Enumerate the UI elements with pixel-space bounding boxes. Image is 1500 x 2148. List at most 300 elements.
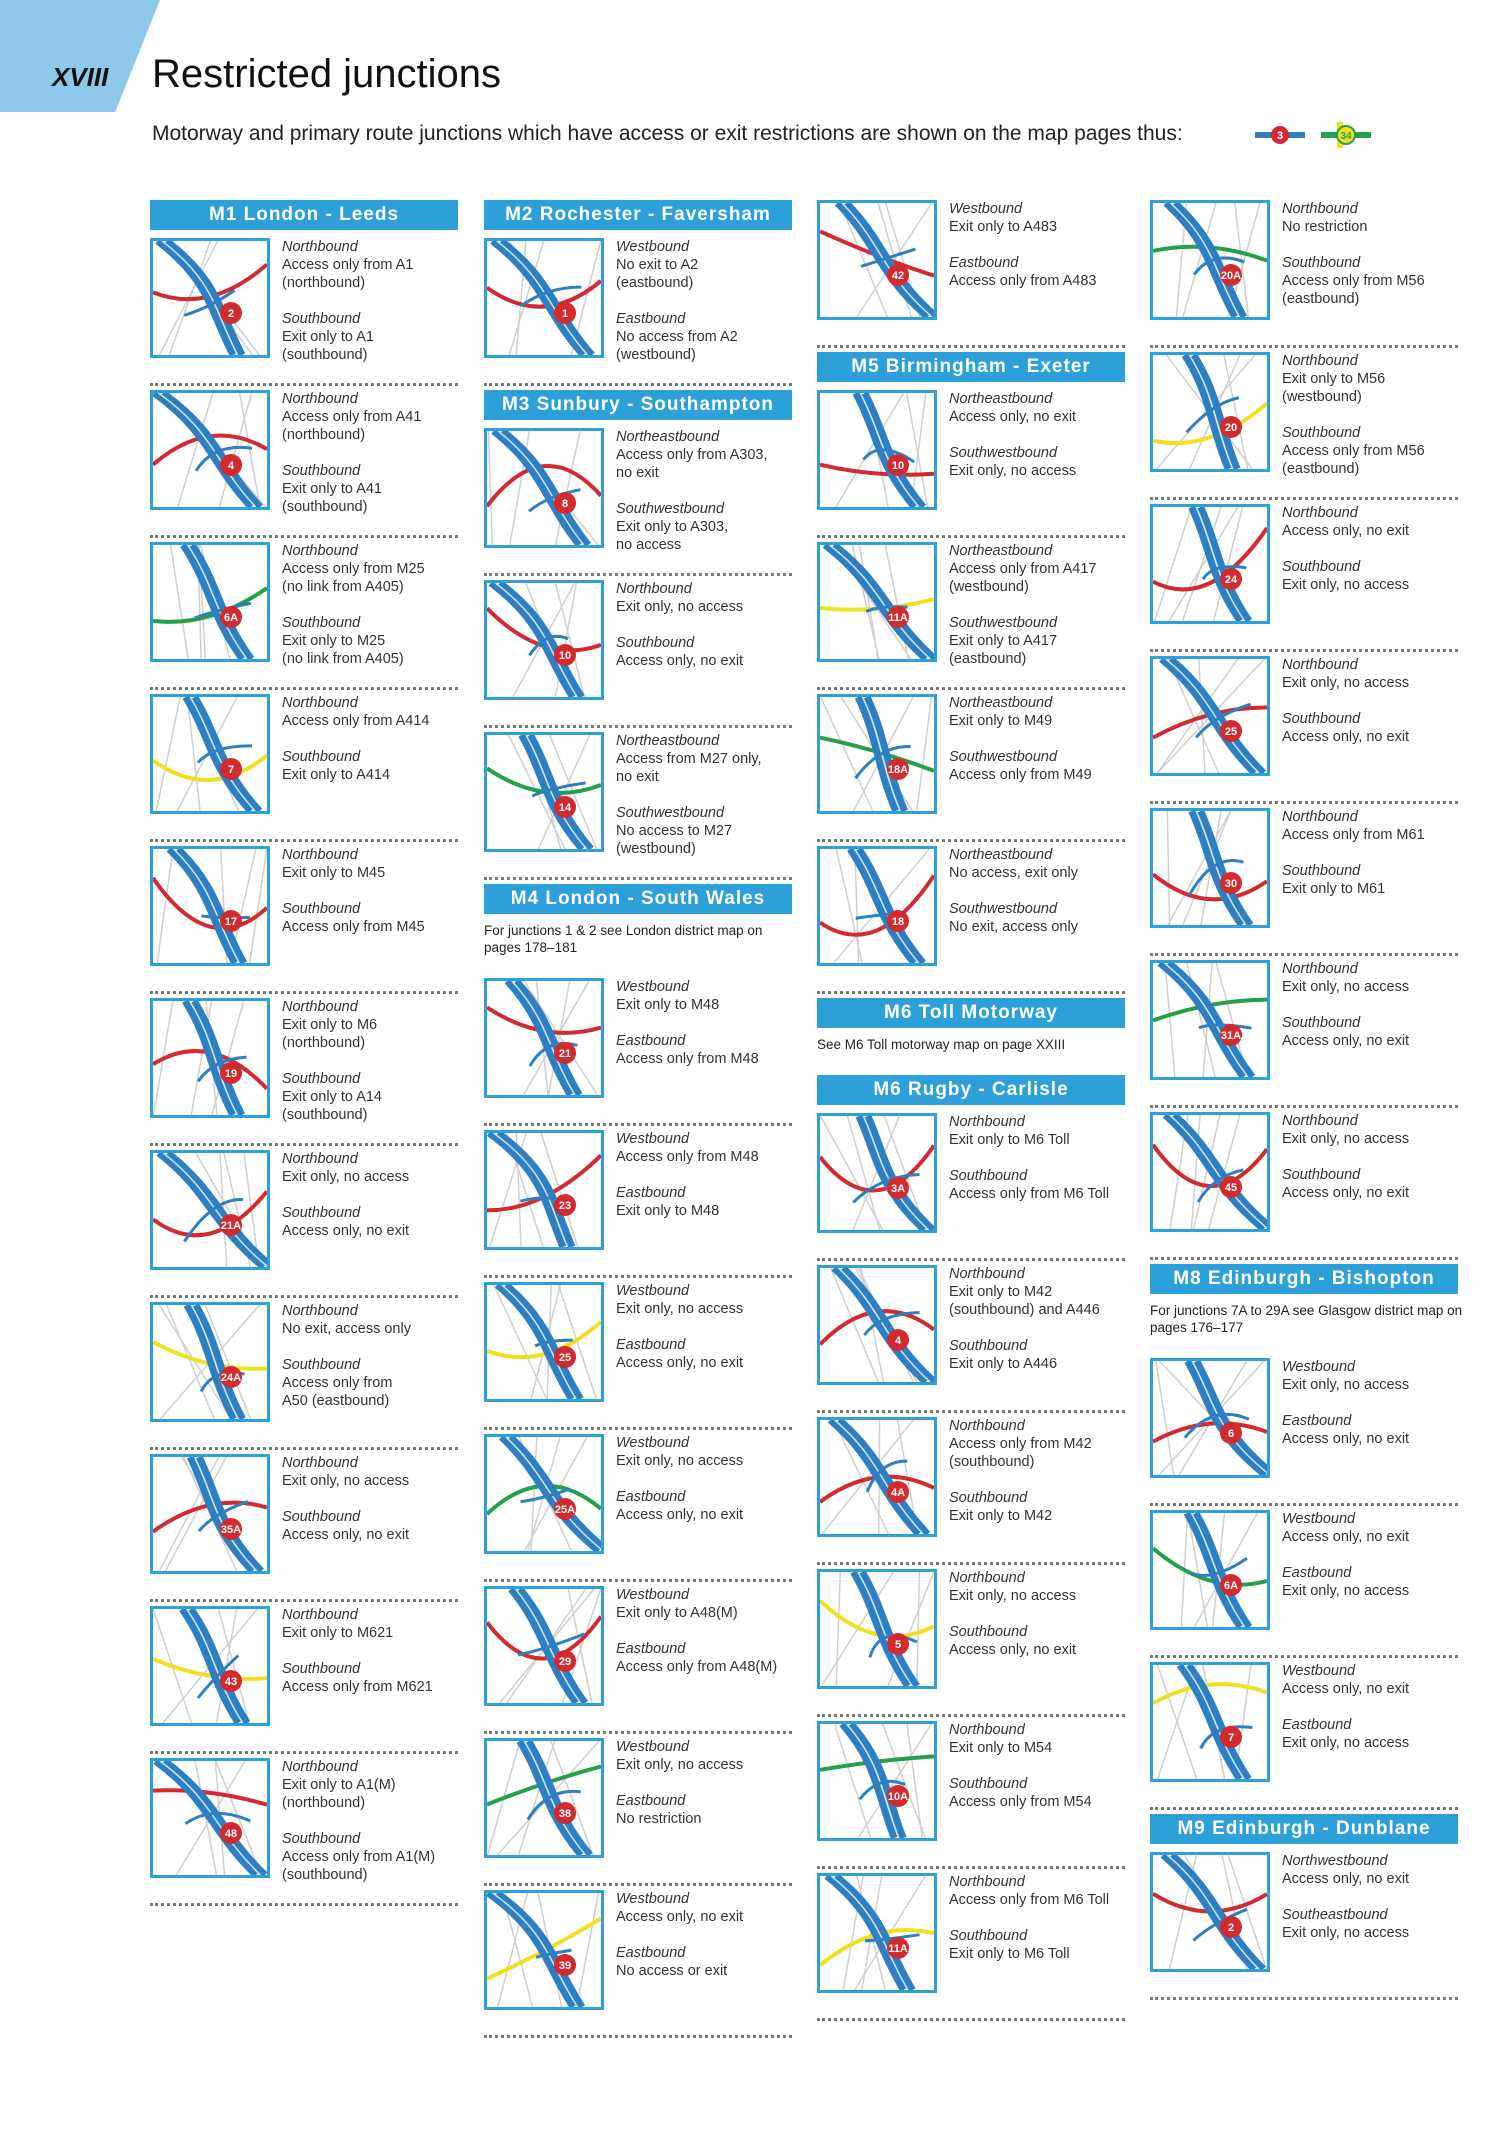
key-icon-1-label: 3 <box>1276 130 1284 142</box>
junction-number: 30 <box>1224 878 1238 890</box>
junction-map <box>150 1758 270 1878</box>
junction-number: 24A <box>220 1372 242 1384</box>
direction-name: Northbound <box>282 695 358 711</box>
section-title: M9 Edinburgh - Dunblane <box>1150 1814 1458 1844</box>
direction-name: Eastbound <box>616 311 686 327</box>
junction-number: 48 <box>224 1828 238 1840</box>
direction-name: Eastbound <box>1282 1717 1352 1733</box>
restriction-text: Access only from M61 <box>1282 827 1425 843</box>
junction-number: 10A <box>887 1791 909 1803</box>
direction-name: Westbound <box>616 1739 690 1755</box>
junction-entry <box>817 542 1125 694</box>
junction-map <box>817 1113 937 1233</box>
restriction-text: Exit only to A41 (southbound) <box>282 481 382 515</box>
restriction-text: Access only, no exit <box>1282 1529 1410 1545</box>
restriction-text: Exit only to M45 <box>282 865 386 881</box>
dotted-divider <box>484 573 792 576</box>
section <box>817 200 1125 352</box>
junction-map <box>484 732 604 852</box>
junction-entry <box>817 200 1125 352</box>
direction-name: Southbound <box>1282 1015 1361 1031</box>
junction-entry <box>1150 504 1458 656</box>
junction-map <box>1150 1852 1270 1972</box>
restriction-text: Exit only to M6 Toll <box>949 1946 1070 1962</box>
dotted-divider <box>817 345 1125 348</box>
junction-number: 25 <box>558 1352 572 1364</box>
dotted-divider <box>817 1866 1125 1869</box>
restriction-text: Access only from M48 <box>616 1051 759 1067</box>
restriction-text: Access only from M6 Toll <box>949 1892 1110 1908</box>
section <box>1150 200 1458 1264</box>
junction-map <box>1150 1662 1270 1782</box>
dotted-divider <box>1150 649 1458 652</box>
junction-restrictions <box>1282 808 1458 916</box>
junction-entry <box>1150 656 1458 808</box>
dotted-divider <box>817 1714 1125 1717</box>
junction-number: 45 <box>1224 1182 1238 1194</box>
restriction-text: Exit only to A48(M) <box>616 1605 738 1621</box>
direction-name: Southbound <box>1282 425 1361 441</box>
restriction-text: Exit only to M6 (northbound) <box>282 1017 378 1051</box>
junction-entry <box>150 1454 458 1606</box>
section <box>817 352 1125 998</box>
restriction-text: Exit only, no access <box>282 1169 410 1185</box>
junction-number: 24 <box>1224 574 1238 586</box>
direction-name: Northbound <box>282 1759 358 1775</box>
junction-entry <box>150 1150 458 1302</box>
direction-name: Southbound <box>282 1357 361 1373</box>
restriction-text: Exit only to M621 <box>282 1625 394 1641</box>
dotted-divider <box>484 1731 792 1734</box>
restriction-text: Exit only to M42 <box>949 1508 1053 1524</box>
junction-map <box>484 1586 604 1706</box>
direction-name: Westbound <box>616 1587 690 1603</box>
direction-name: Westbound <box>616 239 690 255</box>
junction-restrictions <box>282 1606 458 1714</box>
junction-map <box>1150 200 1270 320</box>
junction-number: 23 <box>558 1200 572 1212</box>
dotted-divider <box>484 1427 792 1430</box>
junction-map <box>484 1434 604 1554</box>
dotted-divider <box>484 1883 792 1886</box>
direction-name: Southbound <box>949 1338 1028 1354</box>
junction-number: 5 <box>894 1639 902 1651</box>
junction-map <box>817 390 937 510</box>
dotted-divider <box>484 877 792 880</box>
junction-number: 10 <box>558 650 572 662</box>
dotted-divider <box>484 1275 792 1278</box>
junction-entry <box>150 542 458 694</box>
junction-entry <box>817 1113 1125 1265</box>
restriction-text: Exit only, no access <box>1282 1925 1410 1941</box>
restriction-text: Access only from M42 (southbound) <box>949 1436 1092 1470</box>
direction-name: Westbound <box>616 979 690 995</box>
junction-entry <box>817 694 1125 846</box>
direction-name: Southbound <box>949 1928 1028 1944</box>
junction-restrictions <box>282 390 458 534</box>
direction-name: Southbound <box>282 1509 361 1525</box>
junction-map <box>150 1302 270 1422</box>
junction-restrictions <box>949 200 1125 308</box>
restriction-text: Exit only, no access <box>616 1301 744 1317</box>
dotted-divider <box>1150 1807 1458 1810</box>
junction-map <box>817 1569 937 1689</box>
restriction-text: Access only, no exit <box>1282 523 1410 539</box>
junction-map <box>817 1873 937 1993</box>
direction-name: Southbound <box>282 1831 361 1847</box>
restriction-text: No access from A2 (westbound) <box>616 329 738 363</box>
restriction-text: Exit only to A414 <box>282 767 391 783</box>
junction-number: 38 <box>558 1808 572 1820</box>
direction-name: Eastbound <box>616 1793 686 1809</box>
junction-restrictions <box>616 1130 792 1238</box>
dotted-divider <box>150 1295 458 1298</box>
restriction-text: No access, exit only <box>949 865 1078 881</box>
direction-name: Eastbound <box>616 1641 686 1657</box>
junction-entry <box>1150 960 1458 1112</box>
restriction-text: No restriction <box>1282 219 1368 235</box>
direction-name: Westbound <box>1282 1359 1356 1375</box>
restriction-text: Exit only, no access <box>1282 577 1410 593</box>
junction-restrictions <box>616 428 792 572</box>
junction-entry <box>150 390 458 542</box>
direction-name: Eastbound <box>1282 1565 1352 1581</box>
section <box>817 1075 1125 2025</box>
restriction-text: Access only from A303, no exit <box>616 447 768 481</box>
direction-name: Northbound <box>1282 657 1358 673</box>
restriction-text: Access only from M54 <box>949 1794 1092 1810</box>
restriction-text: Exit only, no access <box>616 599 744 615</box>
restriction-text: Access only, no exit <box>949 409 1077 425</box>
junction-number: 10 <box>891 460 905 472</box>
junction-restrictions <box>949 1569 1125 1677</box>
page-title: Restricted junctions <box>152 52 502 96</box>
direction-name: Northbound <box>949 1570 1025 1586</box>
restriction-text: Access only, no exit <box>616 1507 744 1523</box>
junction-entry <box>817 1265 1125 1417</box>
direction-name: Westbound <box>616 1131 690 1147</box>
junction-restrictions <box>282 1302 458 1428</box>
restriction-text: Exit only, no access <box>616 1757 744 1773</box>
dotted-divider <box>817 991 1125 994</box>
restriction-text: Exit only, no access <box>1282 1377 1410 1393</box>
restriction-text: Exit only to M6 Toll <box>949 1132 1070 1148</box>
junction-entry <box>1150 1112 1458 1264</box>
direction-name: Northbound <box>949 1874 1025 1890</box>
restriction-text: Exit only, no access <box>1282 1735 1410 1751</box>
dotted-divider <box>1150 1257 1458 1260</box>
junction-entry <box>150 1606 458 1758</box>
junction-number: 20A <box>1220 270 1242 282</box>
junction-map <box>150 846 270 966</box>
junction-map <box>484 238 604 358</box>
restriction-text: Access only from M49 <box>949 767 1092 783</box>
junction-number: 7 <box>227 764 235 776</box>
restriction-text: Access only from M45 <box>282 919 425 935</box>
dotted-divider <box>817 1258 1125 1261</box>
junction-entry <box>150 1302 458 1454</box>
junction-number: 42 <box>891 270 905 282</box>
junction-restrictions <box>616 238 792 382</box>
restriction-text: Exit only to A303, no access <box>616 519 729 553</box>
section <box>484 200 792 390</box>
section <box>1150 1814 1458 2004</box>
dotted-divider <box>150 1447 458 1450</box>
column-2 <box>484 200 792 2042</box>
direction-name: Southbound <box>949 1776 1028 1792</box>
restriction-text: Exit only to A1 (southbound) <box>282 329 374 363</box>
junction-restrictions <box>282 238 458 382</box>
junction-entry <box>1150 1662 1458 1814</box>
junction-number: 21A <box>220 1220 242 1232</box>
direction-name: Northbound <box>1282 1113 1358 1129</box>
restriction-text: Access only from A41 (northbound) <box>282 409 422 443</box>
restriction-text: No access or exit <box>616 1963 728 1979</box>
column-4 <box>1150 200 1463 2004</box>
section-title: M6 Toll Motorway <box>817 998 1125 1028</box>
dotted-divider <box>817 1410 1125 1413</box>
junction-map <box>150 390 270 510</box>
junction-number: 17 <box>224 916 238 928</box>
junction-restrictions <box>1282 960 1458 1068</box>
junction-map <box>817 1721 937 1841</box>
junction-restrictions <box>616 1282 792 1390</box>
junction-map <box>817 1417 937 1537</box>
direction-name: Southbound <box>282 1071 361 1087</box>
junction-number: 2 <box>227 308 235 320</box>
junction-restrictions <box>616 1738 792 1846</box>
restriction-text: Exit only, no access <box>1282 979 1410 995</box>
section <box>484 390 792 884</box>
dotted-divider <box>1150 1503 1458 1506</box>
direction-name: Northeastbound <box>616 733 720 749</box>
junction-number: 4 <box>227 460 235 472</box>
restriction-text: Exit only to M25 (no link from A405) <box>282 633 404 667</box>
section-title: M6 Rugby - Carlisle <box>817 1075 1125 1105</box>
restriction-text: Access only, no exit <box>1282 1185 1410 1201</box>
junction-restrictions <box>949 542 1125 686</box>
direction-name: Northbound <box>282 1455 358 1471</box>
direction-name: Westbound <box>616 1435 690 1451</box>
junction-restrictions <box>1282 656 1458 764</box>
direction-name: Southwestbound <box>949 615 1058 631</box>
dotted-divider <box>150 1599 458 1602</box>
direction-name: Northeastbound <box>949 695 1053 711</box>
restriction-text: Access only, no exit <box>282 1223 410 1239</box>
direction-name: Westbound <box>1282 1663 1356 1679</box>
junction-entry <box>817 390 1125 542</box>
direction-name: Southbound <box>282 749 361 765</box>
direction-name: Northbound <box>616 581 692 597</box>
restriction-text: Access only from A417 (westbound) <box>949 561 1097 595</box>
section-title: M8 Edinburgh - Bishopton <box>1150 1264 1458 1294</box>
junction-entry <box>150 238 458 390</box>
direction-name: Southbound <box>282 1205 361 1221</box>
direction-name: Southbound <box>1282 255 1361 271</box>
junction-restrictions <box>949 1417 1125 1543</box>
restriction-text: Access only from A1(M) (southbound) <box>282 1849 436 1883</box>
restriction-text: No exit, access only <box>282 1321 411 1337</box>
junction-number: 43 <box>224 1676 238 1688</box>
section-note: See M6 Toll motorway map on page XXIII <box>817 1037 1066 1052</box>
dotted-divider <box>150 687 458 690</box>
section-title: M4 London - South Wales <box>484 884 792 914</box>
restriction-text: Exit only, no access <box>616 1453 744 1469</box>
dotted-divider <box>1150 801 1458 804</box>
direction-name: Eastbound <box>949 255 1019 271</box>
junction-number: 18 <box>891 916 905 928</box>
junction-restrictions <box>616 580 792 688</box>
junction-entry <box>484 580 792 732</box>
direction-name: Northbound <box>949 1722 1025 1738</box>
junction-restrictions <box>616 732 792 876</box>
junction-entry <box>484 978 792 1130</box>
column-3 <box>817 200 1125 2025</box>
junction-map <box>1150 1358 1270 1478</box>
restriction-text: Access only, no exit <box>1282 1871 1410 1887</box>
section-note: For junctions 7A to 29A see Glasgow district map on pages 176–177 <box>1150 1303 1463 1335</box>
page-number: XVIII <box>52 62 109 92</box>
junction-restrictions <box>282 694 458 802</box>
junction-map <box>150 1454 270 1574</box>
junction-restrictions <box>282 1454 458 1562</box>
junction-entry <box>817 1873 1125 2025</box>
direction-name: Eastbound <box>616 1489 686 1505</box>
dotted-divider <box>817 535 1125 538</box>
dotted-divider <box>1150 953 1458 956</box>
junction-number: 25A <box>554 1504 576 1516</box>
restriction-text: Exit only to M49 <box>949 713 1053 729</box>
restriction-text: Access only from A414 <box>282 713 430 729</box>
junction-restrictions <box>616 1586 792 1694</box>
junction-map <box>150 694 270 814</box>
junction-entry <box>817 1569 1125 1721</box>
restriction-text: Access from M27 only, no exit <box>616 751 762 785</box>
section <box>1150 1264 1463 1814</box>
restriction-text: Exit only to A1(M) (northbound) <box>282 1777 396 1811</box>
restriction-text: Exit only to M48 <box>616 997 720 1013</box>
restriction-text: Access only, no exit <box>616 1355 744 1371</box>
dotted-divider <box>484 1579 792 1582</box>
dotted-divider <box>150 839 458 842</box>
direction-name: Eastbound <box>616 1185 686 1201</box>
junction-map <box>484 978 604 1098</box>
restriction-text: Exit only to M48 <box>616 1203 720 1219</box>
direction-name: Northbound <box>949 1114 1025 1130</box>
restriction-text: Access only from M25 (no link from A405) <box>282 561 425 595</box>
junction-entry <box>150 998 458 1150</box>
direction-name: Southbound <box>949 1624 1028 1640</box>
direction-name: Westbound <box>949 201 1023 217</box>
restriction-text: No access to M27 (westbound) <box>616 823 733 857</box>
restriction-text: Access only from A50 (eastbound) <box>282 1375 393 1409</box>
junction-restrictions <box>282 542 458 686</box>
junction-restrictions <box>949 1113 1125 1221</box>
direction-name: Southwestbound <box>949 445 1058 461</box>
direction-name: Westbound <box>616 1891 690 1907</box>
direction-name: Northbound <box>282 999 358 1015</box>
restriction-text: Access only from M56 (eastbound) <box>1282 443 1425 477</box>
restriction-text: No restriction <box>616 1811 702 1827</box>
junction-map <box>1150 960 1270 1080</box>
direction-name: Northbound <box>1282 809 1358 825</box>
junction-number: 3A <box>890 1183 906 1195</box>
junction-map <box>817 542 937 662</box>
junction-number: 39 <box>558 1960 572 1972</box>
section <box>484 884 792 2042</box>
junction-entry <box>1150 1510 1458 1662</box>
junction-map <box>484 1738 604 1858</box>
direction-name: Eastbound <box>616 1945 686 1961</box>
dotted-divider <box>1150 345 1458 348</box>
junction-restrictions <box>616 978 792 1086</box>
junction-number: 4A <box>890 1487 906 1499</box>
direction-name: Southbound <box>282 463 361 479</box>
direction-name: Southbound <box>616 635 695 651</box>
restriction-text: Exit only, no access <box>1282 1583 1410 1599</box>
junction-entry <box>1150 352 1458 504</box>
junction-number: 11A <box>888 612 908 624</box>
direction-name: Westbound <box>1282 1511 1356 1527</box>
direction-name: Southbound <box>282 615 361 631</box>
dotted-divider <box>817 2018 1125 2021</box>
junction-entry <box>484 1586 792 1738</box>
direction-name: Southbound <box>949 1490 1028 1506</box>
direction-name: Eastbound <box>616 1033 686 1049</box>
direction-name: Northwestbound <box>1282 1853 1388 1869</box>
restriction-text: Exit only to M56 (westbound) <box>1282 371 1386 405</box>
direction-name: Northbound <box>949 1418 1025 1434</box>
junction-map <box>484 1890 604 2010</box>
junction-map <box>1150 1510 1270 1630</box>
restriction-text: Exit only to A14 (southbound) <box>282 1089 382 1123</box>
dotted-divider <box>484 1123 792 1126</box>
junction-number: 14 <box>558 802 572 814</box>
junction-entry <box>817 1721 1125 1873</box>
junction-restrictions <box>1282 352 1458 496</box>
direction-name: Northeastbound <box>949 543 1053 559</box>
junction-entry <box>817 1417 1125 1569</box>
dotted-divider <box>1150 1655 1458 1658</box>
junction-map <box>1150 352 1270 472</box>
dotted-divider <box>150 1143 458 1146</box>
junction-restrictions <box>1282 1662 1458 1770</box>
restriction-text: Access only from M621 <box>282 1679 433 1695</box>
junction-map <box>817 694 937 814</box>
junction-map <box>1150 808 1270 928</box>
junction-restrictions <box>616 1434 792 1542</box>
junction-restrictions <box>1282 1852 1458 1960</box>
restriction-text: Access only from A1 (northbound) <box>282 257 414 291</box>
direction-name: Southwestbound <box>949 749 1058 765</box>
junction-entry <box>484 1130 792 1282</box>
junction-restrictions <box>616 1890 792 1998</box>
dotted-divider <box>150 383 458 386</box>
restriction-text: Exit only to A483 <box>949 219 1058 235</box>
junction-number: 2 <box>1227 1922 1235 1934</box>
junction-map <box>150 238 270 358</box>
section <box>150 200 458 1910</box>
junction-number: 4 <box>894 1335 902 1347</box>
direction-name: Northbound <box>282 847 358 863</box>
dotted-divider <box>1150 497 1458 500</box>
junction-map <box>1150 504 1270 624</box>
junction-entry <box>150 846 458 998</box>
junction-map <box>150 998 270 1118</box>
junction-number: 7 <box>1227 1732 1235 1744</box>
direction-name: Southbound <box>1282 863 1361 879</box>
junction-restrictions <box>282 998 458 1142</box>
